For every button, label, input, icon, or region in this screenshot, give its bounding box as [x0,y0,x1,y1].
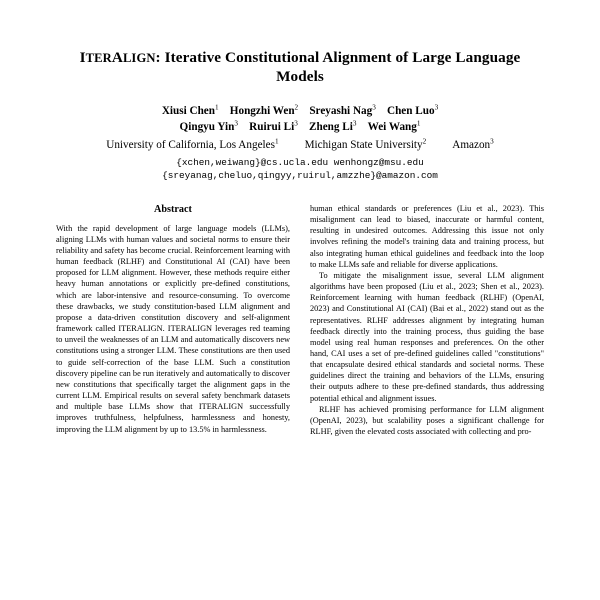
title-lead-cap: I [79,49,86,66]
affiliation-marker: 1 [274,137,279,146]
author-affil-marker: 3 [234,119,238,128]
affiliation: Michigan State University [304,138,423,151]
author-name: Chen Luo [387,105,435,117]
author-affil-marker: 1 [416,119,421,128]
email-line: {sreyanag,cheluo,qingyy,ruirul,amzzhe}@amazon.com [162,170,438,182]
title-a-rest: LIGN [122,51,156,65]
author-affil-marker: 2 [294,103,299,112]
abstract-paragraph: With the rapid development of large language models (LLMs), aligning LLMs with human values and societal norms to ensure their reliability and safety has become crucial. Reinforcement learning with human feedback (RLHF) and Constitutional AI (CAI) have been proposed for LLM alignment. However, these methods require either heavy human annotations or explicitly pre-defined constitutions, which are labor-intensive and resource-consuming. To overcome these drawbacks, we study constitution-based LLM alignment and propose a data-driven constitution discovery and self-alignment framework called ITERALIGN. ITERALIGN leverages red teaming to unveil the weaknesses of an LLM and automatically discovers new constitutions using a stronger LLM. These constitutions are then used to guide self-correction of the base LLM. Such a constitution discovery pipeline can be run iteratively and automatically to discover new constitutions that specifically target the alignment gaps in the current LLM. Empirical results on several safety benchmark datasets and multiple base LLMs show that ITERALIGN successfully improves truthfulness, helpfulness, harmlessness and honesty, improving the LLM alignment by up to 13.5% in harmlessness. [56,223,290,434]
author-affil-marker: 3 [372,103,376,112]
author-affil-marker: 3 [294,119,298,128]
author-affil-marker: 3 [434,103,439,112]
affiliation-list [56,138,544,154]
two-column-body [56,203,544,437]
body-paragraph: RLHF has achieved promising performance for LLM alignment (OpenAI, 2023), but scalability poses a significant challenge for RLHF, given the elevated costs associated with collecting and pro- [310,404,544,437]
title-a-cap: A [111,49,123,66]
author-list [56,104,544,136]
body-paragraph: To mitigate the misalignment issue, several LLM alignment algorithms have been proposed (Liu et al., 2023; Shen et al., 2023). Reinforcement learning with human feedback (RLHF) (OpenAI, 2023) and Constitutional AI (CAI) (Bai et al., 2022) stand out as the representatives. RLHF addresses alignment by integrating human feedback directly into the training process, thus guiding the base model using real human responses and preferences. On the other hand, CAI uses a set of pre-defined guidelines called "constitutions" that encapsulate desired ethical standards and societal norms. These guidelines direct the training and behaviors of the LLMs, ensuring their outputs adhere to these pre-defined standards, thus addressing potential ethical and alignment issues. [310,270,544,403]
affiliation: Amazon [452,138,491,151]
email-block [56,156,544,183]
author-name: Hongzhi Wen [229,105,295,117]
title-lead-rest: TER [85,51,112,65]
author-name: Ruirui Li [249,120,295,133]
column-left [56,203,290,437]
author-affil-marker: 1 [215,103,219,112]
author-name: Wei Wang [367,120,417,133]
author-row-1 [56,104,544,120]
abstract-heading: Abstract [154,203,192,215]
author-name: Xiusi Chen [161,105,215,117]
author-name: Qingyu Yin [179,120,235,133]
email-line: {xchen,weiwang}@cs.ucla.edu wenhongz@msu.edu [176,156,424,168]
title-tail: : Iterative Constitutional Alignment of Large Language Models [155,49,521,85]
body-paragraph: human ethical standards or preferences (Liu et al., 2023). This misalignment can lead to biased, inaccurate or harmful content, resulting in undesired outcomes. Addressing this issue not only involves refining the model's training data and training process, but also integrating human ethical guidelines and feedback into the loop to make LLMs safe and reliable for diverse applications. [310,203,544,269]
author-name: Zheng Li [309,120,353,133]
column-right [310,203,544,437]
author-affil-marker: 3 [352,119,357,128]
affiliation-marker: 2 [422,137,427,146]
author-row-2 [56,120,544,136]
author-name: Sreyashi Nag [309,105,373,117]
page-title [56,48,544,86]
affiliation-marker: 3 [490,137,494,146]
affiliation: University of California, Los Angeles [106,138,275,151]
